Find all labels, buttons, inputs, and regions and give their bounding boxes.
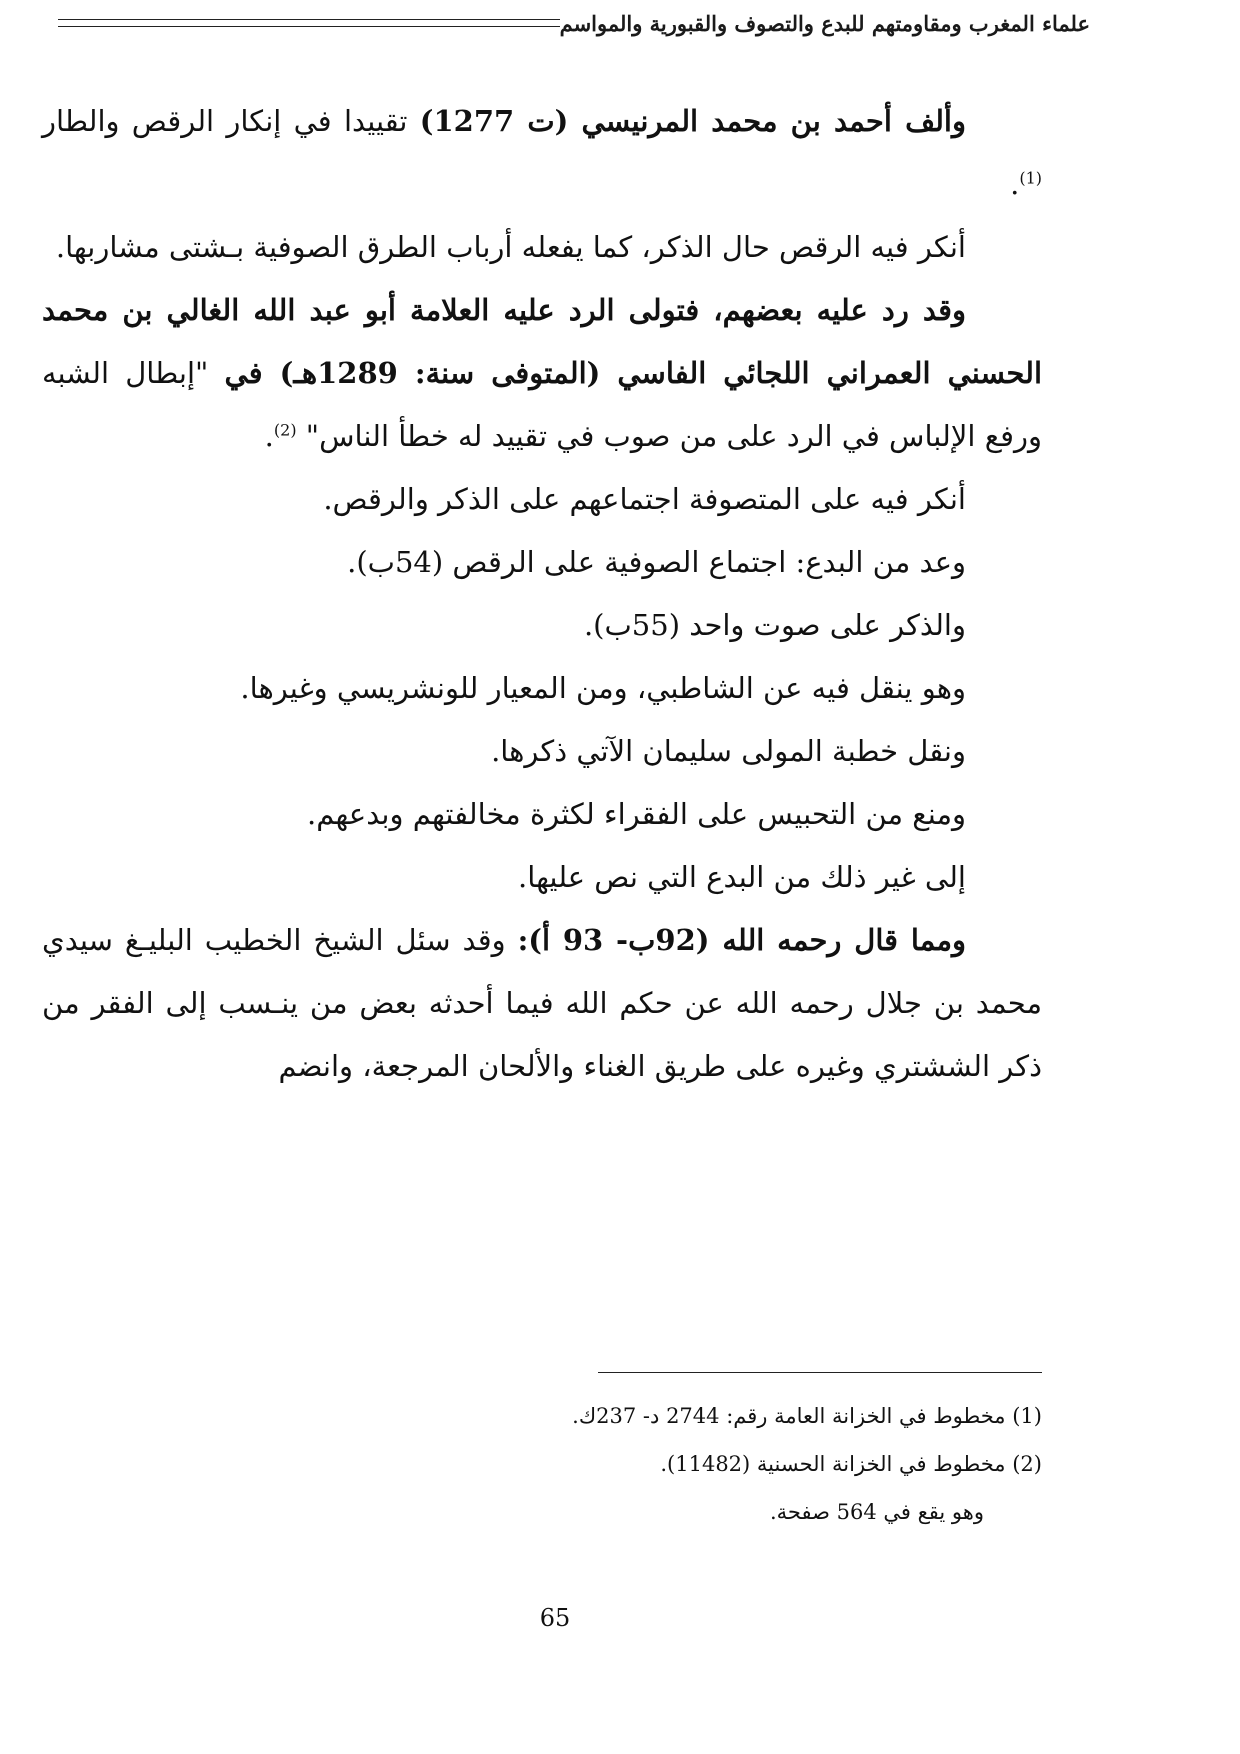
list-item: والذكر على صوت واحد (55ب). <box>583 608 966 642</box>
body-text <box>42 90 1042 1098</box>
list-item: وعد من البدع: اجتماع الصوفية على الرقص (54ب). <box>347 545 966 579</box>
list-item: ومنع من التحبيس على الفقراء لكثرة مخالفتهم وبدعهم. <box>307 797 966 831</box>
footnote-ref-1: (1) <box>1019 168 1042 188</box>
paragraph-1-end: . <box>1010 167 1020 201</box>
footnote-rule <box>598 1372 1042 1373</box>
paragraph-2: أنكر فيه الرقص حال الذكر، كما يفعله أرباب الطرق الصوفية بـشتى مشاربها. <box>55 230 966 264</box>
list-item: وهو ينقل فيه عن الشاطبي، ومن المعيار للونشريسي وغيرها. <box>240 671 966 705</box>
footnotes <box>402 1392 1042 1536</box>
footnote-2-continuation: وهو يقع في 564 صفحة. <box>770 1500 984 1524</box>
running-header <box>42 6 1090 40</box>
footnote-2: (2) مخطوط في الخزانة الحسنية (11482). <box>660 1452 1042 1476</box>
paragraph-4-text: وقد سئل الشيخ الخطيب البليـغ سيدي محمد بن جلال رحمه الله عن حكم الله فيما أحدثه بعض من ينـسب إلى الفقر من ذكر الششتري وغيره على طريق الغناء والألحان المرجعة، وانضم <box>42 923 1042 1083</box>
paragraph-4 <box>42 909 1042 1098</box>
paragraph-3-bold-lead: وقد رد عليه بعضهم، فتولى الرد عليه العلامة أبو عبد الله الغالي بن محمد الحسني العمراني اللجائي الفاسي (المتوفى سنة: 1289هـ) في <box>42 293 1043 390</box>
paragraph-1-text: تقييدا في إنكار الرقص والطار <box>42 104 420 138</box>
paragraph-1-bold-lead: وألف أحمد بن محمد المرنيسي (ت 1277) <box>419 104 966 138</box>
list-item: إلى غير ذلك من البدع التي نص عليها. <box>518 860 966 894</box>
paragraph-1 <box>42 90 1042 216</box>
page-number: 65 <box>539 1604 571 1632</box>
running-header-title: علماء المغرب ومقاومتهم للبدع والتصوف والقبورية والمواسم <box>559 10 1090 36</box>
paragraph-4-bold-lead: ومما قال رحمه الله (92ب- 93 أ): <box>517 923 966 957</box>
list-item: ونقل خطبة المولى سليمان الآتي ذكرها. <box>491 734 966 768</box>
list-item: أنكر فيه على المتصوفة اجتماعهم على الذكر والرقص. <box>323 482 966 516</box>
footnote-1: (1) مخطوط في الخزانة العامة رقم: 2744 د- 237ك. <box>572 1404 1042 1428</box>
paragraph-3-text: "إبطال الشبه ورفع الإلباس في الرد على من صوب في تقييد له خطأ الناس" <box>42 356 1042 453</box>
footnote-ref-2: (2) <box>273 420 297 440</box>
paragraph-3-end: . <box>264 419 274 453</box>
header-rule <box>58 19 560 27</box>
paragraph-3 <box>42 279 1042 468</box>
